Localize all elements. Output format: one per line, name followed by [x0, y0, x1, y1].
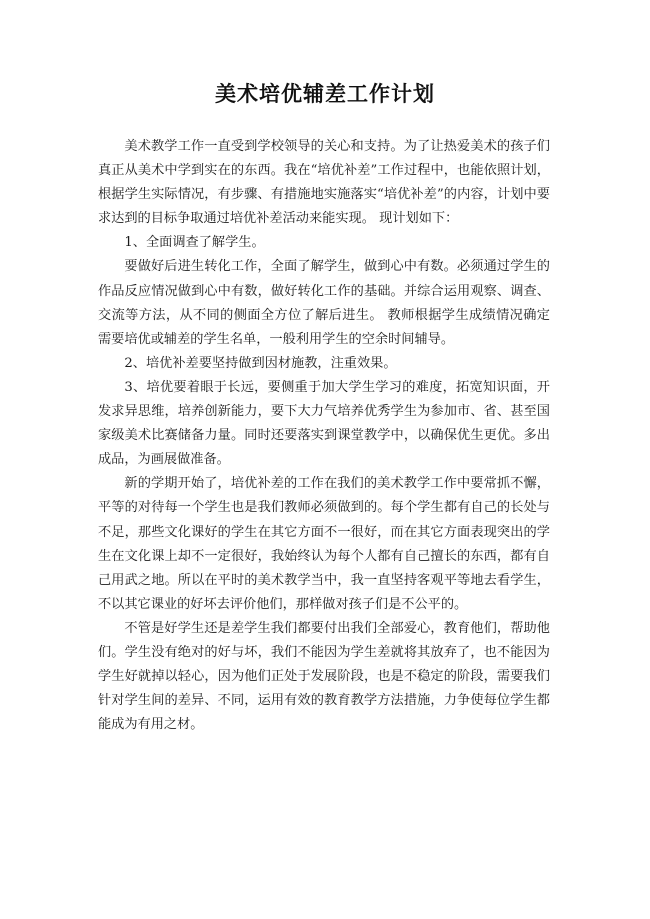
paragraph-new-semester: 新的学期开始了，培优补差的工作在我们的美术教学工作中要常抓不懈，平等的对待每一个学生也是我们教师必须做到的。每个学生都有自己的长处与不足，那些文化课好的学生在其它方面不一很好，而在其它方面表现突出的学生在文化课上却不一定很好，我始终认为每个人都有自己擅长的东西，都有自己用武之地。所以在平时的美术教学当中，我一直坚持客观平等地去看学生，不以其它课业的好坏去评价他们，那样做对孩子们是不公平的。 [98, 476, 550, 612]
paragraph-conclusion: 不管是好学生还是差学生我们都要付出我们全部爱心，教育他们，帮助他们。学生没有绝对的好与坏，我们不能因为学生差就将其放弃了，也不能因为学生好就掉以轻心，因为他们正处于发展阶段，也是不稳定的阶段，需要我们针对学生间的差异、不同，运用有效的教育教学方法措施，力争使每位学生都能成为有用之材。 [98, 620, 550, 733]
paragraph-item-2: 2、培优补差要坚持做到因材施教，注重效果。 [124, 355, 397, 371]
document-title: 美术培优辅差工作计划 [215, 82, 435, 106]
document-body [98, 135, 550, 737]
paragraph-intro: 美术教学工作一直受到学校领导的关心和支持。为了让热爱美术的孩子们真正从美术中学到实在的东西。我在“培优补差”工作过程中，也能依照计划，根据学生实际情况，有步骤、有措施地实施落实“培优补差”的内容，计划中要求达到的目标争取通过培优补差活动来能实现。 现计划如下： [98, 139, 550, 227]
paragraph-item-3: 3、培优要着眼于长远，要侧重于加大学生学习的难度，拓宽知识面，开发求异思维，培养创新能力，要下大力气培养优秀学生为参加市、省、甚至国家级美术比赛储备力量。同时还要落实到课堂教学中，以确保优生更优。多出成品，为画展做准备。 [98, 379, 550, 468]
paragraph-item-1: 1、全面调查了解学生。 [124, 235, 265, 251]
paragraph-item-1-detail: 要做好后进生转化工作，全面了解学生，做到心中有数。必须通过学生的作品反应情况做到心中有数，做好转化工作的基础。并综合运用观察、调查、交流等方法，从不同的侧面全方位了解后进生。 教师根据学生成绩情况确定需要培优或辅差的学生名单，一般利用学生的空余时间辅导。 [98, 259, 550, 347]
